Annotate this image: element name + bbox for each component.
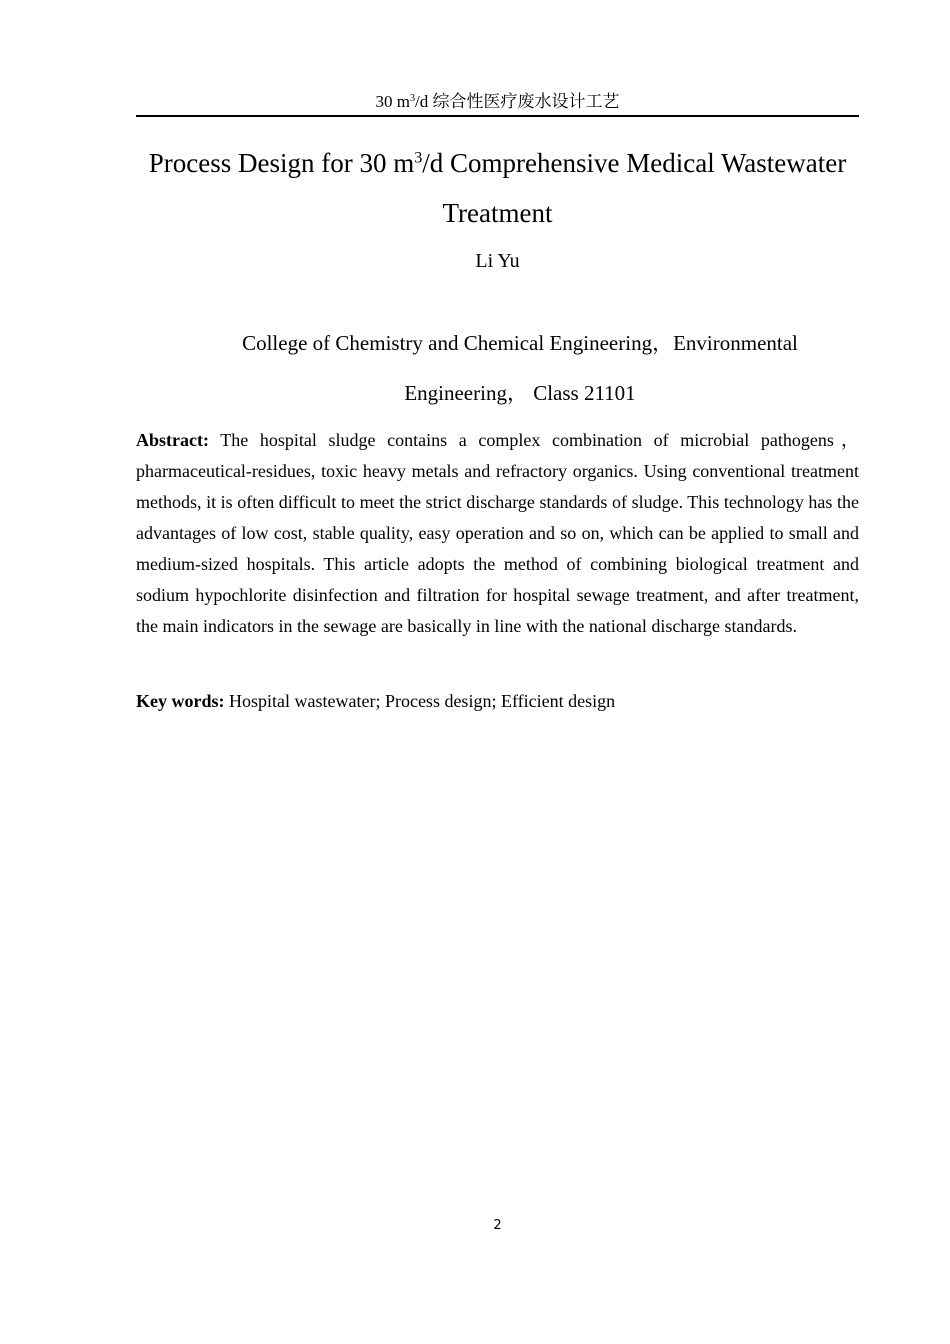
keywords-label: Key words: bbox=[136, 691, 225, 711]
title-prefix: Process Design for 30 m bbox=[148, 148, 415, 178]
page-number: 2 bbox=[493, 1218, 502, 1233]
title-suffix: /d Comprehensive Medical Wastewater Treatment bbox=[422, 148, 847, 228]
header-rule bbox=[136, 115, 859, 117]
affiliation bbox=[136, 318, 859, 418]
abstract-text: The hospital sludge contains a complex combination of microbial pathogens，pharmaceutical-residues, toxic heavy metals and refractory organics. Using conventional treatment methods, it is often difficult to meet the strict discharge standards of sludge. This technology has the advantages of low cost, stable quality, easy operation and so on, which can be applied to small and medium-sized hospitals. This article adopts the method of combining biological treatment and sodium hypochlorite disinfection and filtration for hospital sewage treatment, and after treatment, the main indicators in the sewage are basically in line with the national discharge standards. bbox=[136, 430, 859, 636]
header-suffix: /d 综合性医疗废水设计工艺 bbox=[415, 92, 620, 111]
abstract-label: Abstract: bbox=[136, 430, 209, 450]
running-header bbox=[136, 90, 859, 114]
affiliation-line-1: College of Chemistry and Chemical Engineering，Environmental bbox=[242, 331, 798, 355]
paper-title bbox=[136, 138, 859, 238]
keywords-text: Hospital wastewater; Process design; Efficient design bbox=[229, 691, 616, 711]
abstract bbox=[136, 425, 859, 642]
affiliation-line-2: Engineering， Class 21101 bbox=[404, 381, 636, 405]
title-superscript: 3 bbox=[414, 148, 423, 167]
keywords bbox=[136, 687, 859, 715]
author-name: Li Yu bbox=[475, 250, 520, 272]
header-prefix: 30 m bbox=[375, 92, 410, 111]
header-superscript: 3 bbox=[409, 92, 416, 104]
